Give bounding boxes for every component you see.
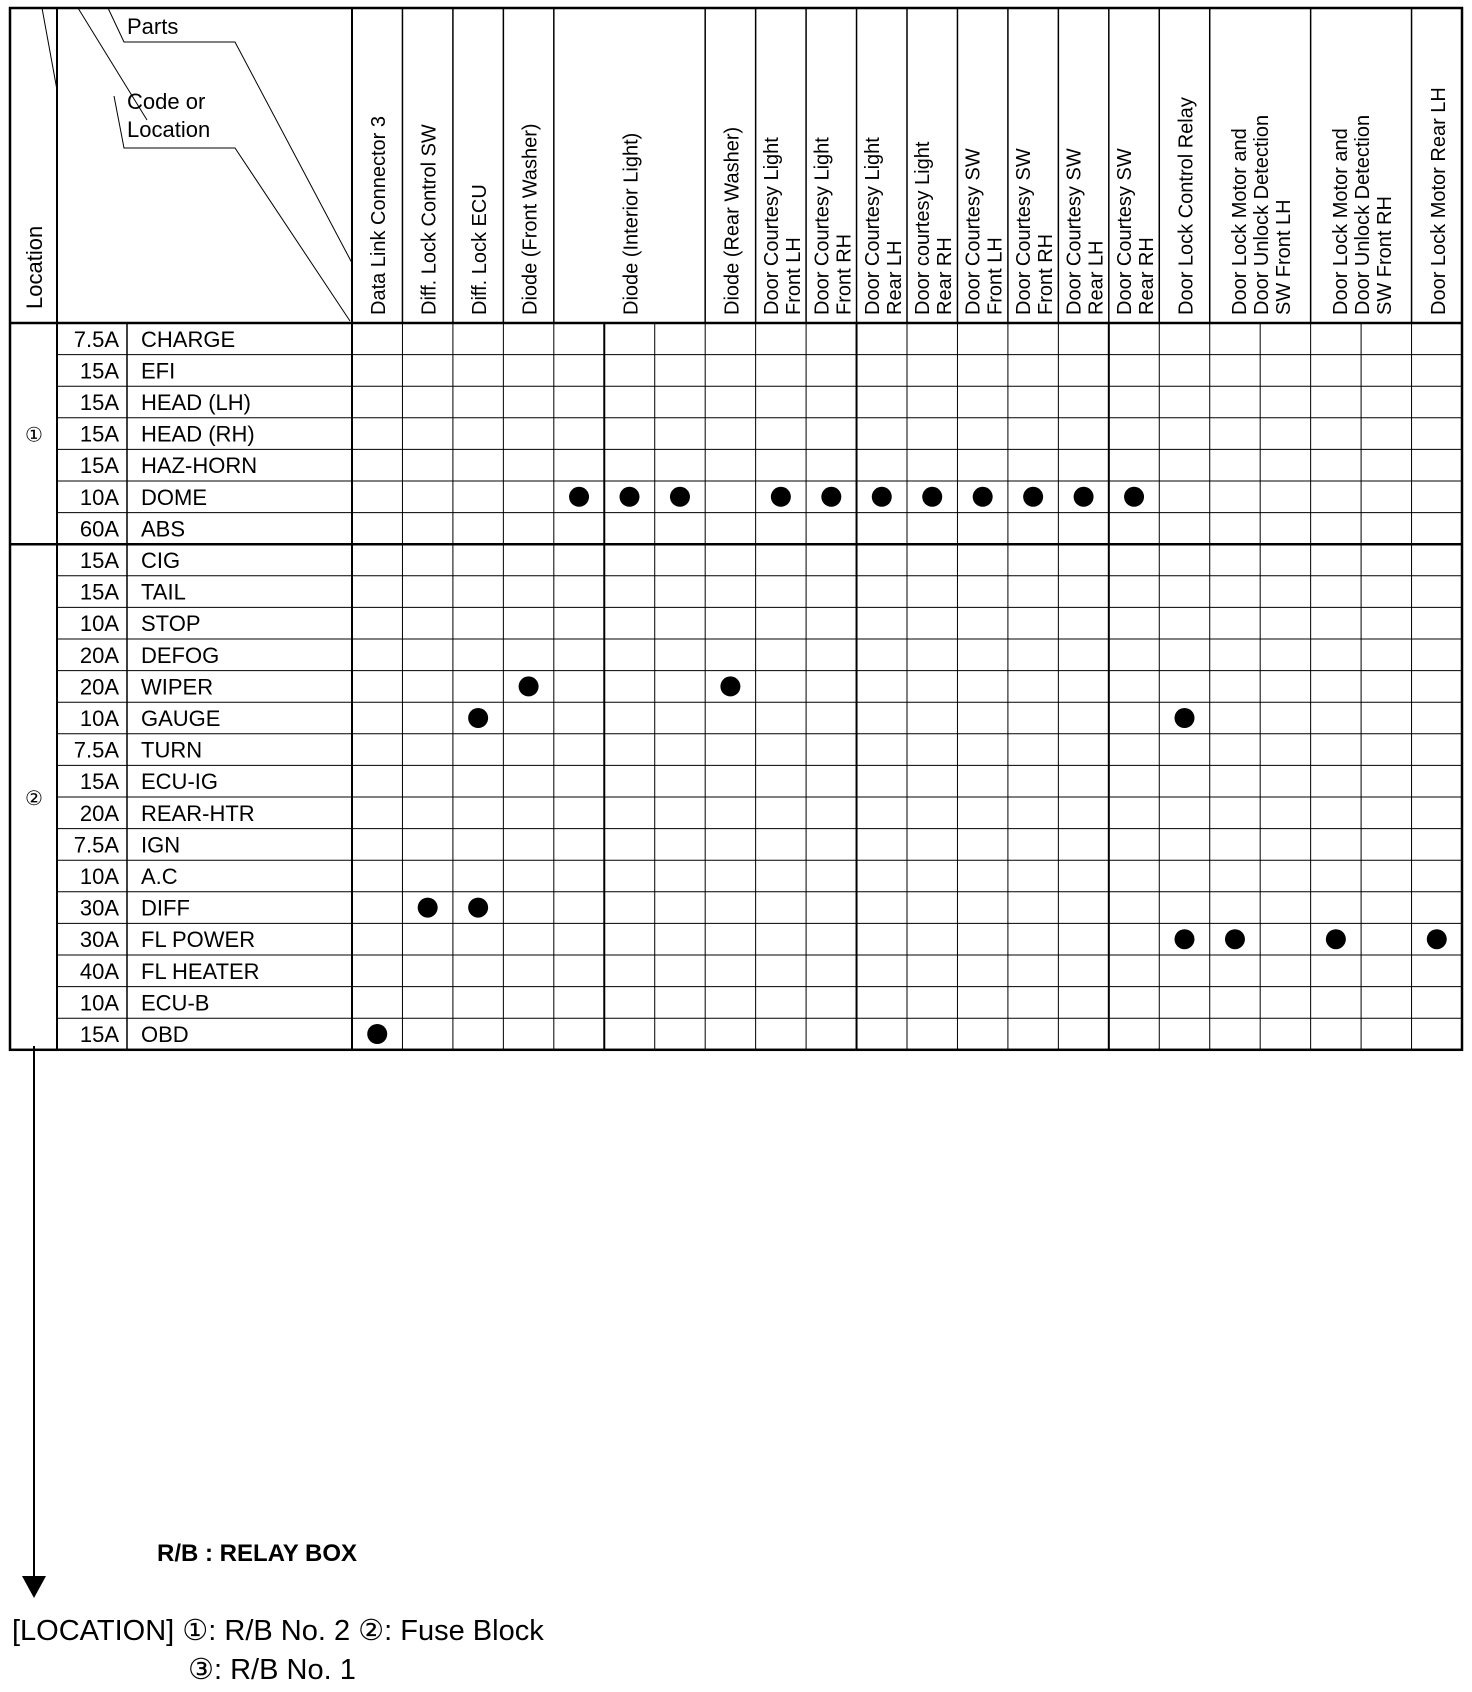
connection-dot <box>569 487 589 507</box>
fuse-amperage: 15A <box>79 579 119 605</box>
connection-dot <box>922 487 942 507</box>
part-label: Front LH <box>984 237 1007 315</box>
fuse-name: REAR-HTR <box>141 800 255 826</box>
fuse-amperage: 60A <box>79 516 119 542</box>
part-label: SW Front LH <box>1273 199 1296 315</box>
fuse-amperage: 20A <box>79 674 119 700</box>
fuse-name: CHARGE <box>141 326 236 352</box>
fuse-name: ECU-IG <box>141 769 218 795</box>
connection-dot <box>670 487 690 507</box>
fuse-amperage: 7.5A <box>73 326 119 352</box>
part-label: Front RH <box>1035 233 1058 315</box>
connection-dot <box>1225 929 1245 949</box>
fuse-amperage: 15A <box>79 548 119 573</box>
fuse-amperage: 10A <box>79 990 119 1016</box>
parts-header-label: Parts <box>127 14 179 39</box>
part-label: Door Lock Motor Rear LH <box>1427 87 1450 315</box>
part-label: Rear LH <box>1085 240 1108 315</box>
fuse-amperage: 10A <box>79 706 119 731</box>
fuse-amperage: 15A <box>79 390 119 415</box>
connection-dot <box>367 1024 387 1044</box>
fuse-amperage: 30A <box>79 895 119 921</box>
fuse-name: HAZ-HORN <box>141 453 258 479</box>
fuse-amperage: 10A <box>79 484 119 510</box>
fuse-amperage: 15A <box>79 421 119 447</box>
location-arrow-line <box>33 1046 35 1578</box>
fuse-name: FL POWER <box>141 927 256 953</box>
connection-dot <box>720 676 740 696</box>
fuse-amperage: 20A <box>79 642 119 668</box>
fuse-amperage: 20A <box>79 800 119 826</box>
fuse-amperage: 30A <box>79 927 119 953</box>
location-legend-line2: ③: R/B No. 1 <box>188 1654 356 1686</box>
part-label: Front RH <box>833 233 856 315</box>
connection-dot <box>1427 929 1447 949</box>
part-label: Door Courtesy Light <box>760 137 783 315</box>
fuse-amperage: 15A <box>79 358 119 384</box>
part-label: Door Courtesy Light <box>811 137 834 315</box>
connection-dot <box>1175 929 1195 949</box>
code-header-label: Code or <box>127 89 206 114</box>
part-label: Door Courtesy Light <box>861 137 884 315</box>
location-arrow-head <box>22 1576 46 1598</box>
part-label: Diode (Rear Washer) <box>721 126 744 315</box>
connection-dot <box>872 487 892 507</box>
connection-dot <box>1023 487 1043 507</box>
part-label: Diode (Front Washer) <box>519 123 542 315</box>
fuse-amperage: 10A <box>79 611 119 637</box>
fuse-name: CIG <box>141 548 181 573</box>
part-label: Door Courtesy SW <box>1063 148 1086 315</box>
fuse-name: DOME <box>141 484 207 510</box>
header-diagonal <box>42 8 57 90</box>
fuse-name: TURN <box>141 737 203 763</box>
fuse-name: OBD <box>141 1022 189 1047</box>
fuse-amperage: 15A <box>79 453 119 479</box>
fuse-name: HEAD (RH) <box>141 421 255 447</box>
part-label: Rear RH <box>934 237 957 315</box>
part-label: Rear LH <box>883 240 906 315</box>
part-label: Rear RH <box>1136 237 1159 315</box>
connection-dot <box>973 487 993 507</box>
part-label: SW Front RH <box>1374 196 1397 315</box>
part-label: Door Unlock Detection <box>1251 114 1274 315</box>
part-label: Door Courtesy SW <box>1114 148 1137 315</box>
fuse-name: HEAD (LH) <box>141 390 252 415</box>
connection-dot <box>468 898 488 918</box>
part-label: Front LH <box>782 237 805 315</box>
part-label: Diode (Interior Light) <box>620 132 643 315</box>
fuse-name: WIPER <box>141 674 214 700</box>
connection-dot <box>1124 487 1144 507</box>
fuse-name: FL HEATER <box>141 958 260 984</box>
code-header-label: Location <box>127 117 211 142</box>
connection-dot <box>1175 708 1195 728</box>
part-label: Diff. Lock ECU <box>469 184 492 315</box>
fuse-amperage: 40A <box>79 958 119 984</box>
fuse-name: GAUGE <box>141 706 221 731</box>
relay-box-caption: R/B : RELAY BOX <box>157 1540 358 1567</box>
location-header-label: Location <box>22 225 47 309</box>
fuse-amperage: 7.5A <box>73 737 119 763</box>
fuse-amperage: 7.5A <box>73 832 119 858</box>
connection-dot <box>468 708 488 728</box>
location-group-symbol: ① <box>25 424 43 447</box>
connection-dot <box>519 676 539 696</box>
fuse-name: IGN <box>141 832 181 858</box>
part-label: Door courtesy Light <box>912 141 935 315</box>
part-label: Door Courtesy SW <box>1013 148 1036 315</box>
connection-dot <box>620 487 640 507</box>
fuse-name: EFI <box>141 358 176 384</box>
fuse-name: A.C <box>141 864 178 889</box>
fuse-name: ECU-B <box>141 990 210 1016</box>
part-label: Door Courtesy SW <box>962 148 985 315</box>
part-label: Data Link Connector 3 <box>368 115 391 315</box>
part-label: Door Lock Motor and <box>1229 128 1252 315</box>
fuse-name: ABS <box>141 516 186 542</box>
fuse-name: DIFF <box>141 895 190 921</box>
location-group-symbol: ② <box>25 788 43 810</box>
fuse-name: TAIL <box>141 579 186 605</box>
connection-dot <box>821 487 841 507</box>
part-label: Door Lock Motor and <box>1330 128 1353 315</box>
location-legend-line1: [LOCATION] ①: R/B No. 2 ②: Fuse Block <box>12 1615 544 1647</box>
fuse-amperage: 15A <box>79 1022 119 1047</box>
fuse-amperage: 15A <box>79 769 119 795</box>
connection-dot <box>1074 487 1094 507</box>
part-label: Door Unlock Detection <box>1352 114 1375 315</box>
connection-dot <box>1326 929 1346 949</box>
fuse-amperage: 10A <box>79 864 119 889</box>
fuse-name: STOP <box>141 611 201 637</box>
part-label: Door Lock Control Relay <box>1175 97 1198 315</box>
part-label: Diff. Lock Control SW <box>418 124 441 315</box>
connection-dot <box>771 487 791 507</box>
connection-dot <box>418 898 438 918</box>
fuse-name: DEFOG <box>141 642 220 668</box>
